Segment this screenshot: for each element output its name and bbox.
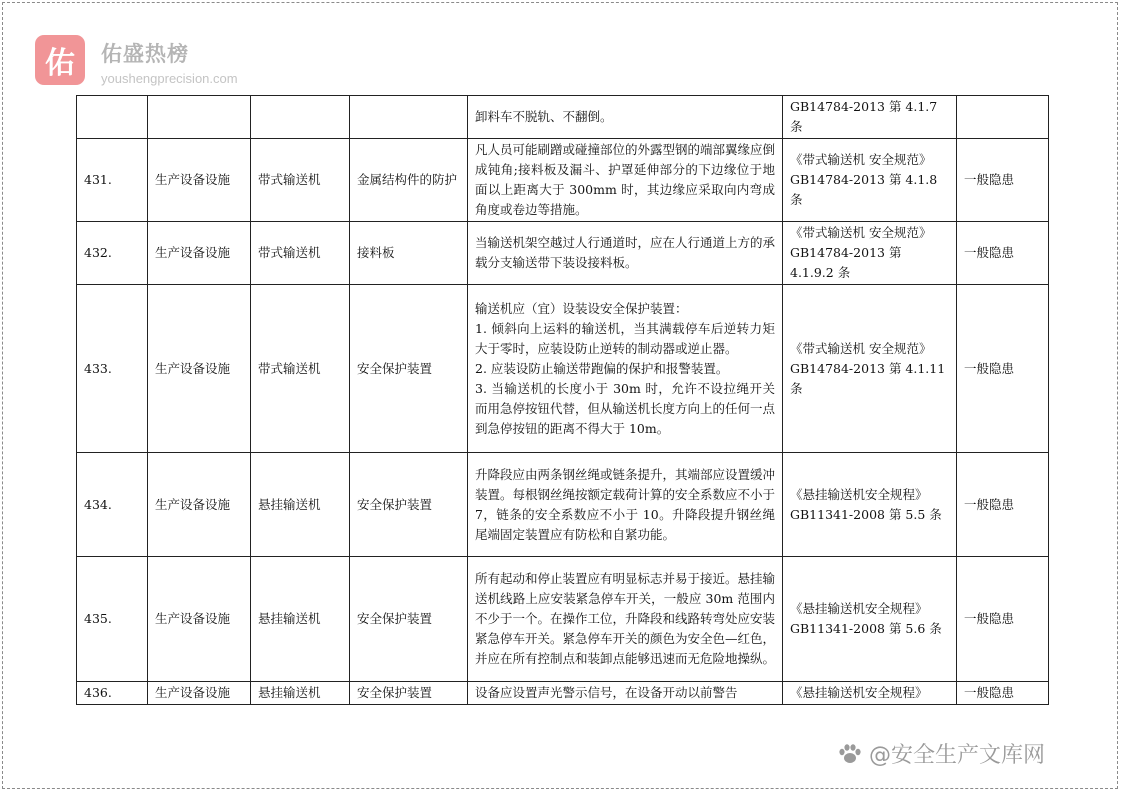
cell-equipment: 悬挂输送机: [251, 557, 350, 682]
cell-number: 435.: [77, 557, 148, 682]
cell-number: 432.: [77, 222, 148, 285]
cell-number: 436.: [77, 682, 148, 705]
table-row: [77, 96, 1049, 139]
hazard-table: [76, 95, 1049, 705]
table-row: [77, 285, 1049, 453]
cell-number: 431.: [77, 139, 148, 222]
cell-equipment: 悬挂输送机: [251, 682, 350, 705]
cell-level: 一般隐患: [957, 682, 1049, 705]
cell-basis: 《悬挂输送机安全规程》: [783, 682, 957, 705]
cell-content: 设备应设置声光警示信号，在设备开动以前警告: [468, 682, 783, 705]
cell-item: 接料板: [350, 222, 468, 285]
cell-item: 安全保护装置: [350, 557, 468, 682]
cell-number: [77, 96, 148, 139]
cell-equipment: 带式输送机: [251, 285, 350, 453]
cell-category: 生产设备设施: [148, 139, 251, 222]
cell-content: 当输送机架空越过人行通道时，应在人行通道上方的承载分支输送带下装设接料板。: [468, 222, 783, 285]
cell-category: 生产设备设施: [148, 557, 251, 682]
watermark-text: @安全生产文库网: [869, 743, 1046, 768]
cell-category: 生产设备设施: [148, 682, 251, 705]
cell-basis: GB14784-2013 第 4.1.7 条: [783, 96, 957, 139]
watermark: [835, 738, 1045, 769]
cell-level: [957, 96, 1049, 139]
cell-category: 生产设备设施: [148, 222, 251, 285]
cell-basis: 《悬挂输送机安全规程》GB11341-2008 第 5.6 条: [783, 557, 957, 682]
cell-number: 433.: [77, 285, 148, 453]
table-row: [77, 557, 1049, 682]
cell-content: 卸料车不脱轨、不翻倒。: [468, 96, 783, 139]
cell-content: 凡人员可能刷蹭或碰撞部位的外露型钢的端部翼缘应倒成钝角;接料板及漏斗、护罩延伸部分的下边缘位于地面以上距离大于 300mm 时，其边缘应采取向内弯成角度或卷边等措施。: [468, 139, 783, 222]
cell-content: 输送机应（宜）设装设安全保护装置： 1. 倾斜向上运料的输送机，当其满载停车后逆转力矩大于零时，应装设防止逆转的制动器或逆止器。 2. 应装设防止输送带跑偏的保护和报警装置。 3. 当输送机的长度小于 30m 时，允许不设拉绳开关而用急停按钮代替，但从输送机长度方向上的任何一点到急停按钮的距离不得大于 10m。: [468, 285, 783, 453]
table-row: [77, 139, 1049, 222]
cell-item: 安全保护装置: [350, 285, 468, 453]
table-row: [77, 453, 1049, 557]
cell-basis: 《带式输送机 安全规范》GB14784-2013 第 4.1.8 条: [783, 139, 957, 222]
cell-level: 一般隐患: [957, 285, 1049, 453]
cell-number: 434.: [77, 453, 148, 557]
cell-equipment: 带式输送机: [251, 222, 350, 285]
brand-name: 佑盛热榜: [101, 42, 189, 66]
cell-equipment: 悬挂输送机: [251, 453, 350, 557]
cell-content: 所有起动和停止装置应有明显标志并易于接近。悬挂输送机线路上应安装紧急停车开关，一般应 30m 范围内不少于一个。在操作工位，升降段和线路转弯处应安装紧急停车开关。紧急停车开关的颜色为安全色—红色，并应在所有控制点和装卸点能够迅速而无危险地操纵。: [468, 557, 783, 682]
cell-category: 生产设备设施: [148, 453, 251, 557]
cell-equipment: [251, 96, 350, 139]
table-row: [77, 222, 1049, 285]
cell-content: 升降段应由两条钢丝绳或链条提升，其端部应设置缓冲装置。每根钢丝绳按额定载荷计算的安全系数应不小于 7，链条的安全系数应不小于 10。升降段提升钢丝绳尾端固定装置应有防松和自紧功能。: [468, 453, 783, 557]
cell-basis: 《带式输送机 安全规范》GB14784-2013 第 4.1.9.2 条: [783, 222, 957, 285]
cell-level: 一般隐患: [957, 222, 1049, 285]
cell-basis: 《悬挂输送机安全规程》GB11341-2008 第 5.5 条: [783, 453, 957, 557]
brand-url: youshengprecision.com: [101, 71, 238, 86]
brand-logo: 佑: [35, 35, 85, 85]
cell-category: [148, 96, 251, 139]
cell-equipment: 带式输送机: [251, 139, 350, 222]
cell-level: 一般隐患: [957, 139, 1049, 222]
cell-level: 一般隐患: [957, 557, 1049, 682]
cell-item: 安全保护装置: [350, 682, 468, 705]
cell-level: 一般隐患: [957, 453, 1049, 557]
cell-basis: 《带式输送机 安全规范》GB14784-2013 第 4.1.11 条: [783, 285, 957, 453]
table-row: [77, 682, 1049, 705]
cell-category: 生产设备设施: [148, 285, 251, 453]
cell-item: 金属结构件的防护: [350, 139, 468, 222]
cell-item: [350, 96, 468, 139]
cell-item: 安全保护装置: [350, 453, 468, 557]
paw-icon: [835, 743, 865, 765]
